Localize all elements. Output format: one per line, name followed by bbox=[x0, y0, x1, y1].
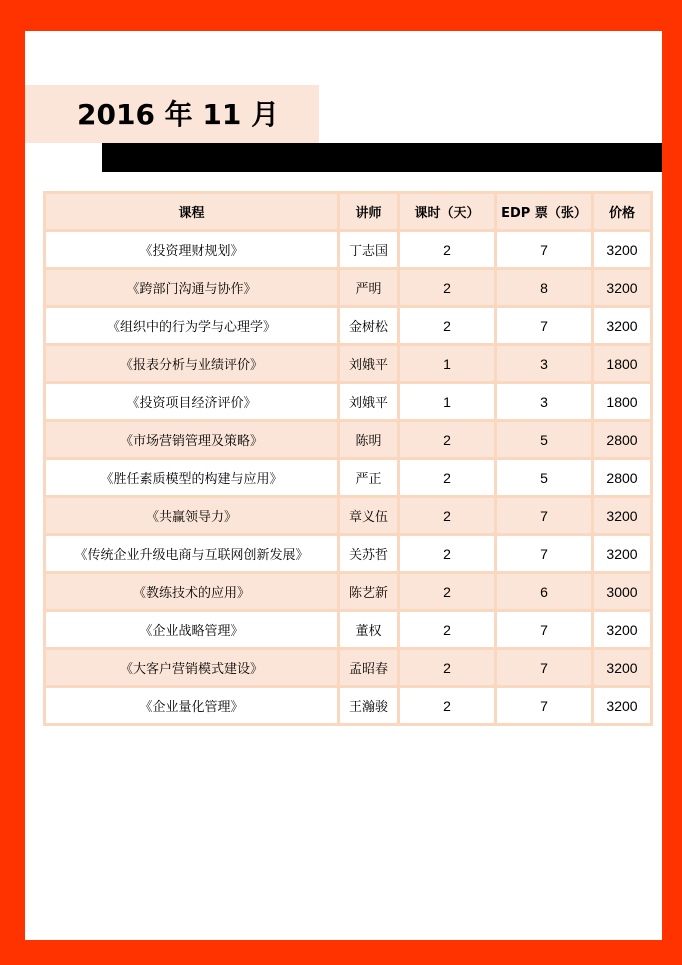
lecturer-name: 刘娥平 bbox=[340, 346, 400, 384]
lecturer-name: 刘娥平 bbox=[340, 384, 400, 422]
edp-tickets: 3 bbox=[497, 346, 594, 384]
course-name: 《组织中的行为学与心理学》 bbox=[46, 308, 340, 346]
table-row bbox=[46, 688, 650, 723]
course-days: 2 bbox=[400, 422, 497, 460]
course-price: 3200 bbox=[594, 308, 650, 346]
course-name: 《市场营销管理及策略》 bbox=[46, 422, 340, 460]
lecturer-name: 严明 bbox=[340, 270, 400, 308]
table-row bbox=[46, 308, 650, 346]
course-days: 1 bbox=[400, 384, 497, 422]
course-price: 3200 bbox=[594, 536, 650, 574]
table-header-row bbox=[46, 194, 650, 232]
table-row bbox=[46, 574, 650, 612]
table-row bbox=[46, 270, 650, 308]
lecturer-name: 董权 bbox=[340, 612, 400, 650]
table-row bbox=[46, 346, 650, 384]
edp-tickets: 7 bbox=[497, 612, 594, 650]
course-days: 2 bbox=[400, 612, 497, 650]
header-days: 课时（天） bbox=[400, 194, 497, 232]
table-row bbox=[46, 612, 650, 650]
edp-tickets: 7 bbox=[497, 536, 594, 574]
course-days: 2 bbox=[400, 232, 497, 270]
course-days: 2 bbox=[400, 688, 497, 723]
edp-tickets: 7 bbox=[497, 232, 594, 270]
lecturer-name: 章义伍 bbox=[340, 498, 400, 536]
course-days: 2 bbox=[400, 536, 497, 574]
course-name: 《胜任素质模型的构建与应用》 bbox=[46, 460, 340, 498]
lecturer-name: 孟昭春 bbox=[340, 650, 400, 688]
header-lecturer: 讲师 bbox=[340, 194, 400, 232]
header-edp-tickets: EDP 票（张） bbox=[497, 194, 594, 232]
edp-tickets: 7 bbox=[497, 498, 594, 536]
table-row bbox=[46, 384, 650, 422]
document-page bbox=[25, 31, 662, 940]
table-row bbox=[46, 650, 650, 688]
course-price: 2800 bbox=[594, 460, 650, 498]
course-name: 《报表分析与业绩评价》 bbox=[46, 346, 340, 384]
table-row bbox=[46, 460, 650, 498]
lecturer-name: 陈明 bbox=[340, 422, 400, 460]
course-days: 2 bbox=[400, 270, 497, 308]
course-price: 1800 bbox=[594, 384, 650, 422]
course-price: 2800 bbox=[594, 422, 650, 460]
course-days: 2 bbox=[400, 308, 497, 346]
course-price: 3200 bbox=[594, 498, 650, 536]
course-name: 《共赢领导力》 bbox=[46, 498, 340, 536]
course-name: 《投资理财规划》 bbox=[46, 232, 340, 270]
table-row bbox=[46, 536, 650, 574]
course-days: 2 bbox=[400, 460, 497, 498]
lecturer-name: 丁志国 bbox=[340, 232, 400, 270]
course-price: 3200 bbox=[594, 688, 650, 723]
course-price: 3200 bbox=[594, 612, 650, 650]
course-price: 3200 bbox=[594, 650, 650, 688]
course-days: 1 bbox=[400, 346, 497, 384]
course-name: 《大客户营销模式建设》 bbox=[46, 650, 340, 688]
lecturer-name: 王瀚骏 bbox=[340, 688, 400, 723]
lecturer-name: 关苏哲 bbox=[340, 536, 400, 574]
course-name: 《传统企业升级电商与互联网创新发展》 bbox=[46, 536, 340, 574]
course-name: 《跨部门沟通与协作》 bbox=[46, 270, 340, 308]
course-days: 2 bbox=[400, 650, 497, 688]
header-price: 价格 bbox=[594, 194, 650, 232]
course-price: 3200 bbox=[594, 232, 650, 270]
course-name: 《企业量化管理》 bbox=[46, 688, 340, 723]
course-price: 3200 bbox=[594, 270, 650, 308]
edp-tickets: 5 bbox=[497, 422, 594, 460]
course-name: 《投资项目经济评价》 bbox=[46, 384, 340, 422]
table-row bbox=[46, 498, 650, 536]
edp-tickets: 5 bbox=[497, 460, 594, 498]
edp-tickets: 6 bbox=[497, 574, 594, 612]
course-price: 1800 bbox=[594, 346, 650, 384]
lecturer-name: 陈艺新 bbox=[340, 574, 400, 612]
edp-tickets: 7 bbox=[497, 308, 594, 346]
course-name: 《企业战略管理》 bbox=[46, 612, 340, 650]
edp-tickets: 7 bbox=[497, 650, 594, 688]
course-name: 《教练技术的应用》 bbox=[46, 574, 340, 612]
header-course: 课程 bbox=[46, 194, 340, 232]
edp-tickets: 7 bbox=[497, 688, 594, 723]
course-days: 2 bbox=[400, 498, 497, 536]
table-row bbox=[46, 422, 650, 460]
header-bar bbox=[102, 143, 662, 172]
course-table bbox=[43, 191, 653, 726]
table-row bbox=[46, 232, 650, 270]
course-price: 3000 bbox=[594, 574, 650, 612]
course-days: 2 bbox=[400, 574, 497, 612]
edp-tickets: 3 bbox=[497, 384, 594, 422]
edp-tickets: 8 bbox=[497, 270, 594, 308]
lecturer-name: 金树松 bbox=[340, 308, 400, 346]
lecturer-name: 严正 bbox=[340, 460, 400, 498]
page-title: 2016 年 11 月 bbox=[77, 98, 280, 131]
